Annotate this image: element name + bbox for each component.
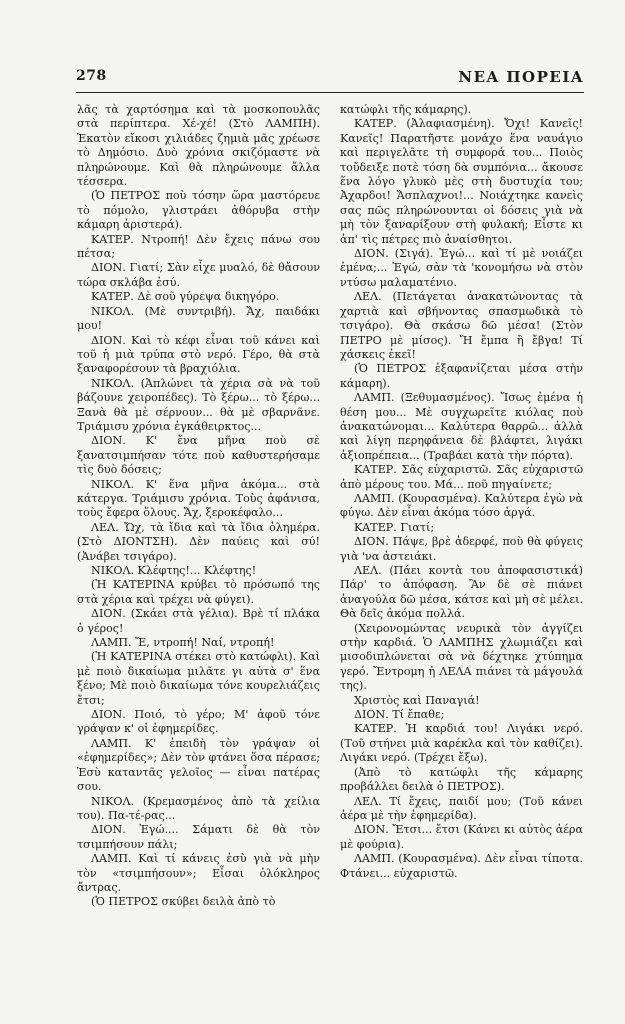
paragraph: λᾶς τὰ χαρτόσημα καὶ τὰ μοσκοπουλᾶς στὰ περίπτερα. Χέ-χέ! (Στὸ ΛΑΜΠΗ). Ἑκατὸν εἴκοσι χιλιάδες ζημιὰ μᾶς χρέωσε τὸ Δημόσιο. Δυὸ χρόνια σκιζόμαστε νὰ πληρώνουμε. Καὶ θὰ πληρώνουμε ἄλλα τέσσερα.	[77, 103, 320, 189]
header-rule	[76, 92, 584, 93]
right-column	[340, 103, 583, 881]
paragraph: ΝΙΚΟΛ. Κλέφτης!... Κλέφτης!	[91, 564, 257, 577]
paragraph: ΛΕΛ. Τί ἔχεις, παιδί μου; (Τοῦ κάνει ἀέρα μὲ τὴν ἐφημερίδα).	[340, 794, 583, 822]
paragraph: ΝΙΚΟΛ. (Μὲ συντριβή). Ἄχ, παιδάκι μου!	[77, 304, 320, 333]
paragraph: ΛΑΜΠ. Ἔ, ντροπή! Ναί, ντροπή!	[91, 636, 275, 650]
paragraph: ΛΑΜΠ. (Κουρασμένα). Δὲν εἶναι τίποτα. Φτάνει... εὐχαριστῶ.	[340, 852, 583, 880]
paragraph: ΚΑΤΕΡ. (Ἀλαφιασμένη). Ὄχι! Κανεῖς! Κανεῖς! Παρατῆστε μονάχο ἕνα ναυάγιο καὶ περιγελᾶτε τὴ συμφορά του... Ποιὸς τοὔδειξε ποτὲ τόση δὰ συμπόνια... ἄκουσε ἕνα λόγο γλυκὸ μὲς στὴ δυστυχία του; Ἀχαρδοι! Ἄσπλαχνοι!... Νοιάχτηκε κανεὶς σας πῶς πληρώνουνται οἱ δόσεις γιὰ νὰ μὴ τὸν ξαναρίξουν στὴ φυλακή; Εἶστε κι ἀπ' τὶς πέτρες πιὸ ἀναίσθητοι.	[340, 117, 583, 246]
paragraph: ΛΕΛ. (Πετάγεται ἀνακατώνοντας τὰ χαρτιὰ καὶ σβήνοντας σπασμωδικὰ τὸ τσιγάρο). Θὰ σκάσω δῶ μέσα! (Στὸν ΠΕΤΡΟ μὲ μίσος). Ἤ ἔμπα ἢ ἔβγα! Τί χάσκεις ἐκεῖ!	[340, 290, 583, 361]
paragraph: ΔΙΟΝ. Πάψε, βρὲ ἀδερφέ, ποὺ θὰ φύγεις γιὰ 'να ἀστειάκι.	[340, 535, 583, 563]
paragraph: ΚΑΤΕΡ. Ἡ καρδιά του! Λιγάκι νερό. (Τοῦ στήνει μιὰ καρέκλα καὶ τὸν καθίζει). Λιγάκι νερό. (Τρέχει ἔξω).	[340, 722, 583, 765]
paragraph: ΛΑΜΠ. (Κουρασμένα). Καλύτερα ἐγὼ νὰ φύγω. Δὲν εἶναι ἀκόμα τόσο ἀργά.	[340, 491, 583, 520]
paragraph: (Ὁ ΠΕΤΡΟΣ σκύβει δειλὰ ἀπὸ τὸ	[91, 895, 276, 909]
paragraph: ΔΙΟΝ. Κ' ἕνα μῆνα ποὺ σὲ ξανατσιμπήσαν τότε ποὺ καθυστερήσαμε τὶς δυὸ δόσεις;	[77, 434, 320, 477]
page-header	[76, 68, 584, 90]
left-column	[77, 103, 320, 910]
paragraph: ΝΙΚΟΛ. (Κρεμασμένος ἀπὸ τὰ χείλια του). Πα-τέ-ρας...	[77, 794, 320, 822]
paragraph: (Ὁ ΠΕΤΡΟΣ ἐξαφανίζεται μέσα στὴν κάμαρη).	[340, 362, 583, 390]
paragraph: ΛΑΜΠ. Καὶ τί κάνεις ἐσὺ γιὰ νὰ μὴν τὸν «τσιμπήσουν»; Εἶσαι ὁλόκληρος ἄντρας.	[77, 852, 320, 894]
paragraph: (Ὁ ΠΕΤΡΟΣ ποὺ τόσην ὥρα μαστόρευε τὸ πόμολο, γλιστράει ἀθόρυβα στὴν κάμαρη ἀριστερά).	[77, 189, 320, 232]
paragraph: (Ἡ ΚΑΤΕΡΙΝΑ στέκει στὸ κατώφλι). Καὶ μὲ ποιὸ δικαίωμα μιλᾶτε γι αὐτὰ σ' ἕνα ξένο; Μὲ ποιὸ δικαίωμα τόνε κουρελιάζεις ἔτσι;	[77, 650, 320, 707]
paragraph: ΚΑΤΕΡ. Ντροπή! Δὲν ἔχεις πάνω σου πέτσα;	[77, 232, 320, 261]
paragraph: (Χειρονομώντας νευρικὰ τὸν ἀγγίζει στὴν καρδιά. Ὁ ΛΑΜΠΗΣ χλωμιάζει καὶ μισοδιπλώνεται σὰ νὰ δέχτηκε χτύπημα γερό. Ἔντρομη ἡ ΛΕΛΑ πιάνει τὰ μάγουλά της).	[340, 621, 583, 693]
paragraph: (Ἀπὸ τὸ κατώφλι τῆς κάμαρης προβάλλει δειλὰ ὁ ΠΕΤΡΟΣ).	[340, 765, 583, 794]
paragraph: ΔΙΟΝ. Καὶ τὸ κέφι εἶναι τοῦ κάνει καὶ τοῦ ἡ μιὰ τρύπα στὸ νερό. Γέρο, θὰ στὰ ξαναφορέσουν τὰ βραχιόλια.	[77, 333, 320, 376]
paragraph: ΝΙΚΟΛ. Κ' ἕνα μῆνα ἀκόμα... στὰ κάτεργα. Τριάμισυ χρόνια. Τοὺς ἀφάνισα, τοὺς ἔφερα ὅλους. Ἄχ, ξεροκέφαλο...	[77, 477, 320, 520]
paragraph: ΔΙΟΝ. Ἐγώ.... Σάματι δὲ θὰ τὸν τσιμπήσουν πάλι;	[77, 823, 320, 851]
paragraph: ΔΙΟΝ. Ποιό, τὸ γέρο; Μ' ἀφοῦ τόνε γράψαν κ' οἱ ἐφημερίδες.	[77, 708, 320, 736]
paragraph: ΛΕΛ. (Πάει κοντὰ του ἀποφασιστικά) Πάρ' το ἀπόφαση. Ἂν δὲ σὲ πιάνει ἀναγούλα δῶ μέσα, κάτσε καὶ μὴ σὲ μέλει. Θὰ δεῖς ἀκόμα πολλά.	[340, 564, 583, 621]
paragraph: κατώφλι τῆς κάμαρης).	[340, 103, 472, 116]
journal-title: ΝΕΑ ΠΟΡΕΙΑ	[458, 68, 584, 86]
paragraph: ΔΙΟΝ. Γιατί; Σὰν εἶχε μυαλό, δὲ θἄσουν τώρα σκλάβα ἐσύ.	[77, 261, 320, 289]
paragraph: ΛΑΜΠ. (Ξεθυμασμένος). Ἴσως ἐμένα ἡ θέση μου... Μὲ συγχωρεῖτε κιόλας ποὺ ἀνακατώνομαι... Καλύτερα θαρρῶ... ἀλλὰ καὶ λίγη περηφάνεια δὲ βλάφτει, λιγάκι ἀξιοπρέπεια... (Τραβάει κατὰ τὴν πόρτα).	[340, 391, 583, 462]
paragraph: (Ἡ ΚΑΤΕΡΙΝΑ κρύβει τὸ πρόσωπό της στὰ χέρια καὶ τρέχει νὰ φύγει).	[77, 578, 320, 606]
paragraph: ΔΙΟΝ. Ἔτσι... ἔτσι (Κάνει κι αὐτὸς ἀέρα μὲ φούρια).	[340, 823, 583, 851]
paragraph: ΛΕΛ. Ὤχ, τὰ ἴδια καὶ τὰ ἴδια ὁλημέρα. (Στὸ ΔΙΟΝΤΣΗ). Δὲν παύεις καὶ σύ! (Ἀνάβει τσιγάρο).	[77, 520, 320, 563]
paragraph: ΝΙΚΟΛ. (Ἁπλώνει τὰ χέρια σὰ νὰ τοῦ βάζουνε χειροπέδες). Τὸ ξέρω... τὸ ξέρω... Ξανὰ θὰ μὲ σέρνουν... θὰ μὲ σβαρνᾶνε. Τριάμισυ χρόνια ἐγκάθειρκτος...	[77, 376, 320, 433]
paragraph: ΚΑΤΕΡ. Σᾶς εὐχαριστῶ. Σᾶς εὐχαριστῶ ἀπὸ μέρους του. Μά... ποῦ πηγαίνετε;	[340, 463, 583, 491]
paragraph: ΚΑΤΕΡ. Γιατί;	[354, 520, 435, 534]
paragraph: ΔΙΟΝ. (Σιγά). Ἐγώ... καὶ τί μὲ νοιάζει ἐμένα;... Ἐγώ, σὰν τὰ 'κονομήσω νὰ στὸν ντύσω μαλαματένιο.	[340, 247, 583, 289]
page-number: 278	[76, 68, 107, 84]
paragraph: ΔΙΟΝ. Τί ἔπαθε;	[354, 708, 445, 722]
paragraph: ΛΑΜΠ. Κ' ἐπειδὴ τὸν γράψαν οἱ «ἐφημερίδες»; Δὲν τὸν φτάνει ὅσα πέρασε; Ἐσὺ καταντᾶς γελοῖος — εἶναι πατέρας σου.	[77, 736, 320, 794]
paragraph: ΚΑΤΕΡ. Δὲ σοῦ γύρεψα δικηγόρο.	[91, 290, 280, 304]
paragraph: ΔΙΟΝ. (Σκάει στὰ γέλια). Βρὲ τί πλάκα ὁ γέρος!	[77, 607, 320, 635]
paragraph: Χριστὸς καὶ Παναγιά!	[354, 693, 480, 707]
